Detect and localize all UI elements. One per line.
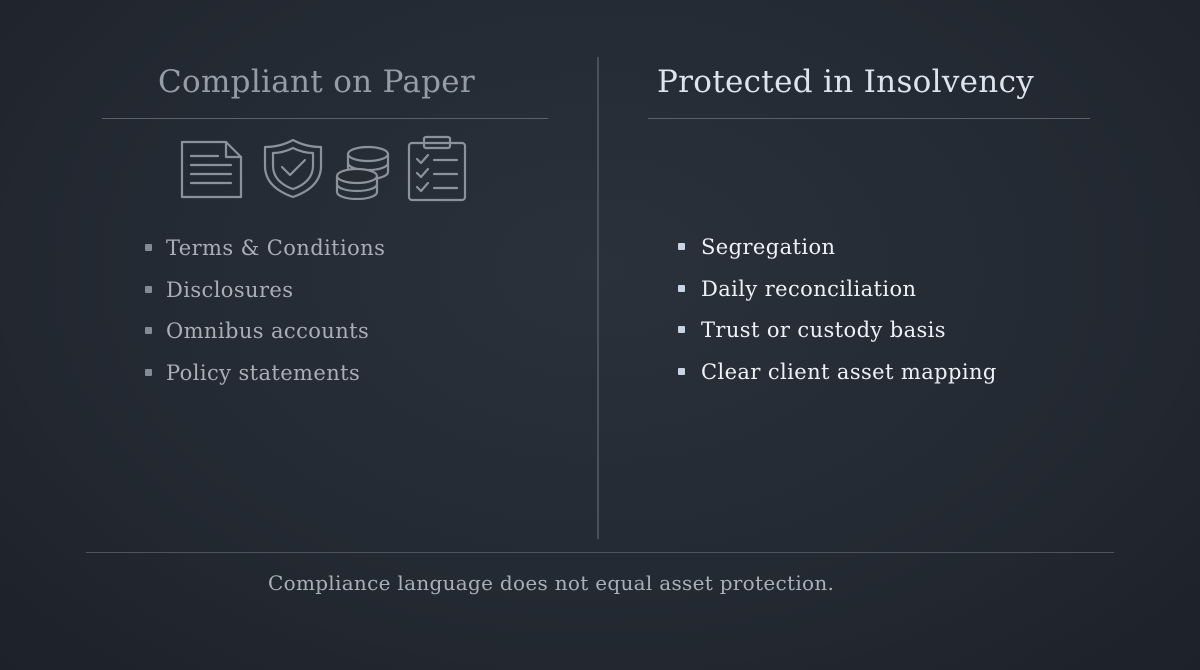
bullet-marker bbox=[145, 327, 152, 334]
left-column-title: Compliant on Paper bbox=[158, 64, 476, 100]
list-item-text: Terms & Conditions bbox=[166, 236, 386, 260]
right-bullet-list bbox=[677, 232, 997, 398]
list-item bbox=[677, 232, 997, 274]
list-item-text: Disclosures bbox=[166, 277, 294, 302]
list-item-text: Daily reconciliation bbox=[701, 276, 917, 301]
column-divider bbox=[597, 57, 599, 539]
footer-caption: Compliance language does not equal asset protection. bbox=[268, 571, 835, 595]
bullet-marker bbox=[145, 286, 152, 293]
list-item bbox=[677, 357, 997, 399]
list-item-text: Trust or custody basis bbox=[701, 318, 946, 342]
bullet-marker bbox=[145, 244, 152, 251]
coins-stack-icon bbox=[334, 134, 392, 200]
list-item bbox=[677, 315, 997, 357]
list-item-text: Segregation bbox=[701, 235, 836, 259]
bullet-marker bbox=[678, 285, 685, 292]
list-item bbox=[144, 233, 385, 275]
bullet-marker bbox=[678, 326, 685, 333]
footer-rule bbox=[86, 552, 1114, 553]
list-item bbox=[144, 275, 385, 317]
list-item bbox=[144, 358, 385, 400]
document-icon bbox=[178, 134, 244, 200]
bullet-marker bbox=[145, 369, 152, 376]
bullet-marker bbox=[678, 243, 685, 250]
list-item bbox=[677, 274, 997, 316]
right-title-underline bbox=[648, 118, 1090, 119]
left-bullet-list bbox=[144, 233, 385, 399]
list-item bbox=[144, 316, 385, 358]
right-column-title: Protected in Insolvency bbox=[657, 64, 1035, 100]
list-item-text: Clear client asset mapping bbox=[701, 359, 997, 384]
clipboard-checklist-icon bbox=[406, 134, 468, 202]
left-title-underline bbox=[102, 118, 548, 119]
bullet-marker bbox=[678, 368, 685, 375]
left-icon-row bbox=[178, 134, 472, 202]
shield-check-icon bbox=[262, 134, 324, 200]
list-item-text: Omnibus accounts bbox=[166, 319, 370, 343]
list-item-text: Policy statements bbox=[166, 360, 361, 385]
